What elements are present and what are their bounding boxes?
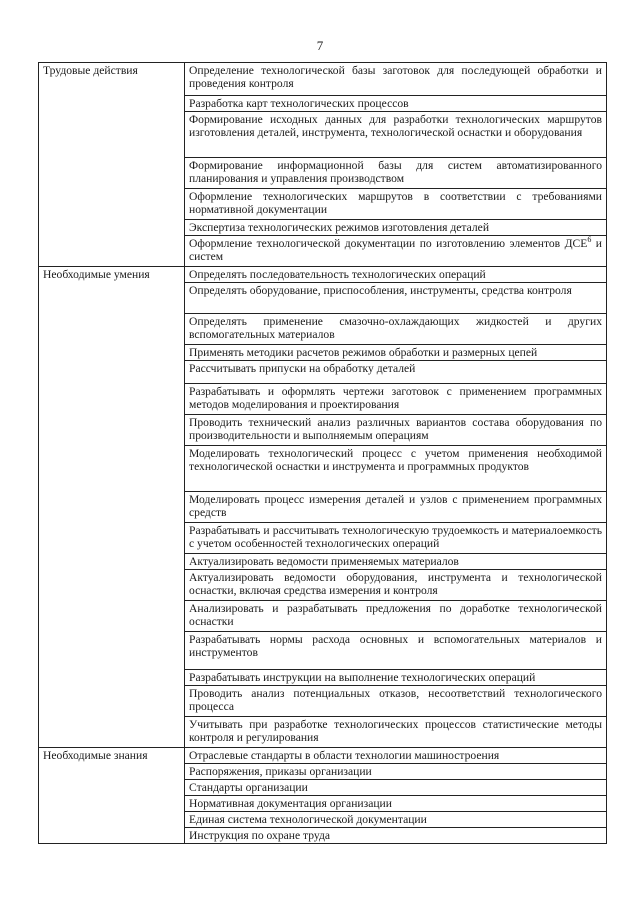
- item-cell: Моделировать процесс измерения деталей и узлов с применением программных средств: [185, 492, 607, 523]
- item-cell: Определять применение смазочно-охлаждающих жидкостей и других вспомогательных материалов: [185, 314, 607, 345]
- footnote-ref: 6: [587, 235, 592, 245]
- item-cell: Проводить технический анализ различных вариантов состава оборудования по производительности и выполняемым операциям: [185, 415, 607, 446]
- item-cell: Актуализировать ведомости применяемых материалов: [185, 554, 607, 570]
- item-cell: Моделировать технологический процесс с учетом применения необходимой технологической оснастки и инструмента и программных продуктов: [185, 446, 607, 492]
- table-row: [39, 63, 607, 96]
- category-cell: Необходимые знания: [39, 748, 185, 844]
- item-text: Оформление технологической документации по изготовлению элементов ДСЕ: [189, 237, 588, 250]
- item-cell: Анализировать и разрабатывать предложения по доработке технологической оснастки: [185, 601, 607, 632]
- item-cell: Применять методики расчетов режимов обработки и размерных цепей: [185, 345, 607, 361]
- category-cell: Трудовые действия: [39, 63, 185, 267]
- item-cell: Стандарты организации: [185, 780, 607, 796]
- competency-table: [38, 62, 607, 844]
- item-cell: Определение технологической базы заготовок для последующей обработки и проведения контроля: [185, 63, 607, 96]
- item-cell: Разрабатывать и оформлять чертежи заготовок с применением программных методов моделирования и проектирования: [185, 384, 607, 415]
- item-text: и систем: [189, 237, 603, 263]
- item-cell: Разработка карт технологических процессов: [185, 96, 607, 112]
- item-cell: Разрабатывать и рассчитывать технологическую трудоемкость и материалоемкость с учетом особенностей технологических операций: [185, 523, 607, 554]
- item-cell: Формирование исходных данных для разработки технологических маршрутов изготовления деталей, инструмента, технологической оснастки и оборудования: [185, 112, 607, 158]
- item-cell: Нормативная документация организации: [185, 796, 607, 812]
- item-cell: Разрабатывать инструкции на выполнение технологических операций: [185, 670, 607, 686]
- item-cell: Проводить анализ потенциальных отказов, несоответствий технологического процесса: [185, 686, 607, 717]
- table-row: [39, 267, 607, 283]
- item-cell: Рассчитывать припуски на обработку деталей: [185, 361, 607, 384]
- item-cell: Экспертиза технологических режимов изготовления деталей: [185, 220, 607, 236]
- item-cell: Определять оборудование, приспособления, инструменты, средства контроля: [185, 283, 607, 314]
- item-cell: Формирование информационной базы для систем автоматизированного планирования и управления производством: [185, 158, 607, 189]
- item-cell: Распоряжения, приказы организации: [185, 764, 607, 780]
- item-cell: Учитывать при разработке технологических процессов статистические методы контроля и регулирования: [185, 717, 607, 748]
- item-cell: Инструкция по охране труда: [185, 828, 607, 844]
- item-cell: Оформление технологических маршрутов в соответствии с требованиями нормативной документации: [185, 189, 607, 220]
- item-cell: Отраслевые стандарты в области технологии машиностроения: [185, 748, 607, 764]
- item-cell: [185, 236, 607, 267]
- item-cell: Актуализировать ведомости оборудования, инструмента и технологической оснастки, включая средства измерения и контроля: [185, 570, 607, 601]
- item-cell: Определять последовательность технологических операций: [185, 267, 607, 283]
- category-cell: Необходимые умения: [39, 267, 185, 748]
- item-cell: Разрабатывать нормы расхода основных и вспомогательных материалов и инструментов: [185, 632, 607, 670]
- table-row: [39, 748, 607, 764]
- item-cell: Единая система технологической документации: [185, 812, 607, 828]
- page-number: 7: [316, 38, 324, 53]
